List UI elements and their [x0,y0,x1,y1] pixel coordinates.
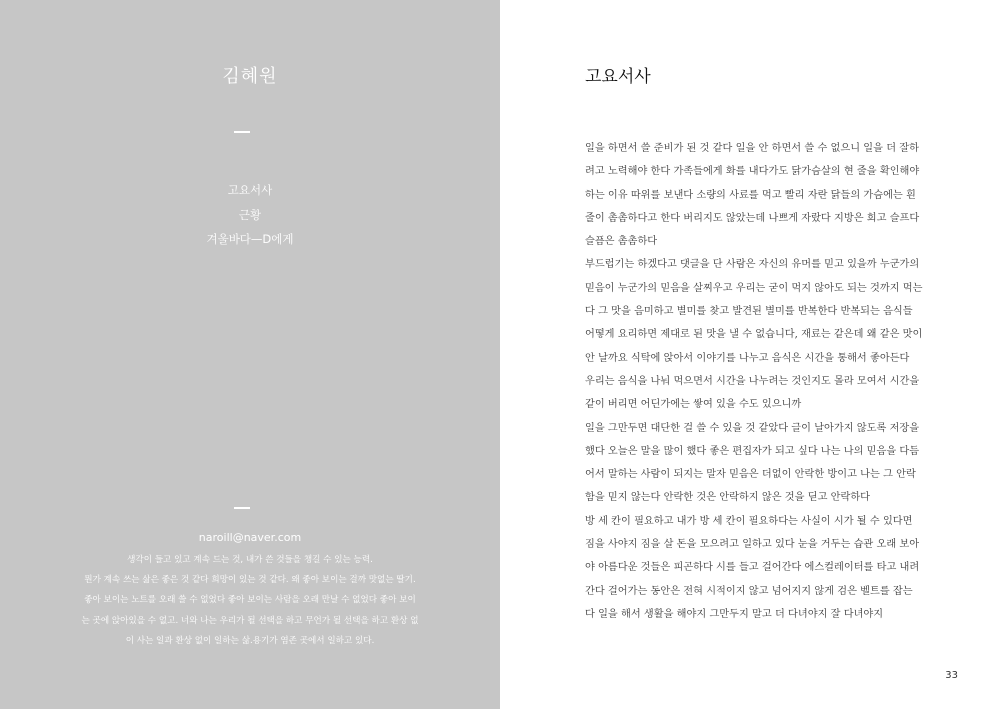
toc-item-winter-sea[interactable]: 겨울바다—D에게 [206,232,294,246]
poem-line: 어서 말하는 사람이 되지는 말자 믿음은 더없이 안락한 방이고 나는 그 안락 [585,469,916,481]
divider-bottom [234,507,250,509]
bio-line: 뭔가 계속 쓰는 삶은 좋은 것 같다 희망이 있는 것 같다. 왜 좋아 보이는 걸까 맛없는 딸기. [84,575,416,586]
bio-line: 이 사는 일과 환상 없이 일하는 삶.용기가 염존 곳에서 일하고 있다. [125,635,375,646]
poem-line: 믿음이 누군가의 믿음을 살찌우고 우리는 굳이 먹지 않아도 되는 것까지 먹는 [585,282,923,294]
author-bio [30,550,470,651]
divider-top [234,131,250,133]
author-name: 김혜원 [222,66,278,87]
poem-line: 줄이 촘촘하다고 한다 버리지도 않았는데 나쁘게 자랐다 지방은 희고 슬프다 [585,212,920,224]
poem-line: 우리는 음식을 나눠 먹으면서 시간을 나누려는 것인지도 몰라 모여서 시간을 [585,375,920,387]
bio-line: 좋아 보이는 노트를 오래 쓸 수 없었다 좋아 보이는 사람을 오래 만날 수 없었다 좋아 보이 [84,595,416,606]
poem-line: 려고 노력해야 한다 가족들에게 화를 내다가도 닭가슴살의 현 줄을 확인해야 [585,166,920,178]
poem-line: 짐을 사야지 짐을 살 돈을 모으려고 일하고 있다 눈을 거두는 습관 오래 보아 [585,539,920,551]
poem-title: 고요서사 [585,67,651,87]
toc-item-geunhwang[interactable]: 근황 [238,207,262,222]
poem-line: 같이 버리면 어딘가에는 쌓여 있을 수도 있으니까 [585,399,802,411]
table-of-contents [0,178,500,252]
bio-line: 는 곳에 앉아있을 수 없고. 너와 나는 우리가 될 선택을 하고 무언가 될 선택을 하고 환상 없 [81,615,419,626]
poem-line: 함을 믿지 않는다 안락한 것은 안락하지 않은 것을 딛고 안락하다 [585,492,871,504]
poem-line: 일을 하면서 쓸 준비가 된 것 같다 일을 안 하면서 쓸 수 없으니 일을 더 잘하 [585,143,919,154]
poem-line: 했다 오늘은 말을 많이 했다 좋은 편집자가 되고 싶다 나는 나의 믿음을 다듬 [585,445,920,457]
poem-line: 하는 이유 따위를 보낸다 소량의 사료를 먹고 빨리 자란 닭들의 가슴에는 흰 [585,189,916,201]
poem-line: 부드럽기는 하겠다고 댓글을 단 사람은 자신의 유머를 믿고 있을까 누군가의 [585,259,920,271]
poem-line: 어떻게 요리하면 제대로 된 맛을 낼 수 없습니다, 재료는 같은데 왜 같은 맛이 [585,329,923,341]
bio-line: 생각이 들고 있고 계속 드는 것, 내가 쓴 것들을 챙길 수 있는 능력. [127,555,373,565]
poem-line: 안 날까요 식탁에 앉아서 이야기를 나누고 음식은 시간을 통해서 좋아든다 [585,352,910,364]
poem-line: 야 아름다운 것들은 피곤하다 시를 들고 걸어간다 에스컬레이터를 타고 내려 [585,562,920,574]
page-number: 33 [945,670,958,681]
poem-line: 다 일을 해서 생활을 해야지 그만두지 말고 더 다녀야지 잘 다녀야지 [585,608,884,620]
poem-line: 다 그 맛을 음미하고 별미를 찾고 발견된 별미를 반복한다 반복되는 음식들 [585,306,913,318]
poem-line: 슬픔은 촘촘하다 [585,236,658,248]
author-email: naroill@naver.com [198,531,302,544]
poem-line: 방 세 칸이 필요하고 내가 방 세 칸이 필요하다는 사실이 시가 될 수 있다면 [585,515,913,527]
poem-line: 간다 걸어가는 동안은 전혀 시적이지 않고 넘어지지 않게 검은 벨트를 잡는 [585,585,913,597]
toc-item-goyoseosa[interactable]: 고요서사 [227,183,273,197]
poem-body [585,137,935,626]
poem-line: 일을 그만두면 대단한 걸 쓸 수 있을 것 같았다 글이 날아가지 않도록 저장을 [585,422,920,434]
poem-page [500,0,1000,709]
